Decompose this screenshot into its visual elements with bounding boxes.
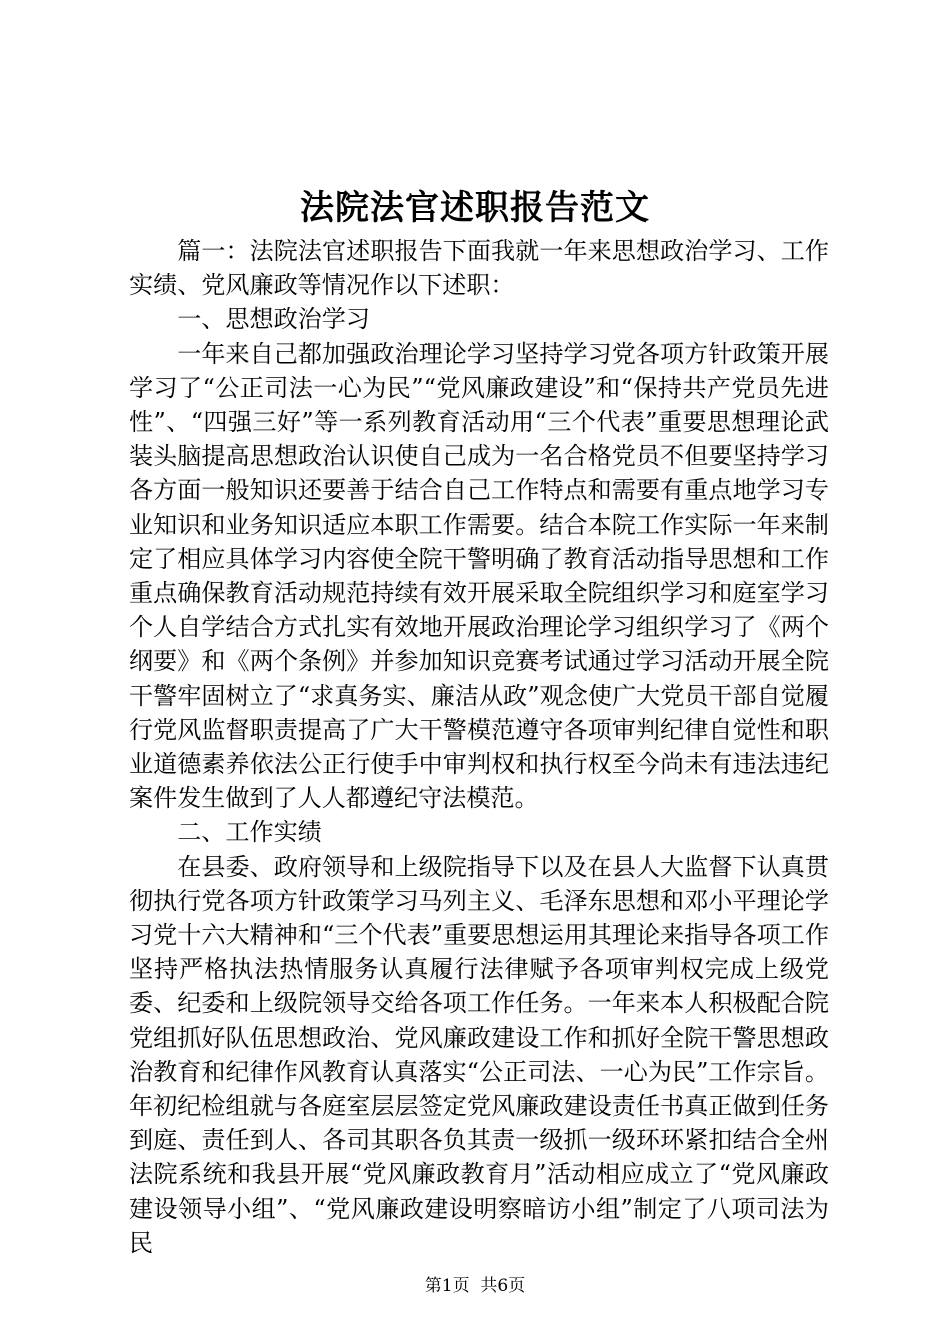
page-number-label: 第1页 共6页: [424, 1276, 526, 1296]
paragraph-intro: 篇一：法院法官述职报告下面我就一年来思想政治学习、工作实绩、党风廉政等情况作以下述职：: [129, 237, 829, 300]
page-footer: [0, 1274, 950, 1298]
section-heading-work: 二、工作实绩: [177, 818, 322, 847]
document-body: [129, 234, 829, 1260]
document-title: 法院法官述职报告范文: [300, 188, 650, 228]
paragraph-work: 在县委、政府领导和上级院指导下以及在县人大监督下认真贯彻执行党各项方针政策学习马列主义、毛泽东思想和邓小平理论学习党十六大精神和“三个代表”重要思想运用其理论来指导各项工作坚持严格执法热情服务认真履行法律赋予各项审判权完成上级党委、纪委和上级院领导交给各项工作任务。一年来本人积极配合院党组抓好队伍思想政治、党风廉政建设工作和抓好全院干警思想政治教育和纪律作风教育认真落实“公正司法、一心为民”工作宗旨。年初纪检组就与各庭室层层签定党风廉政建设责任书真正做到任务到庭、责任到人、各司其职各负其责一级抓一级环环紧扣结合全州法院系统和我县开展“党风廉政教育月”活动相应成立了“党风廉政建设领导小组”、“党风廉政建设明察暗访小组”制定了八项司法为民: [129, 852, 829, 1257]
paragraph-study: 一年来自己都加强政治理论学习坚持学习党各项方针政策开展学习了“公正司法一心为民”“党风廉政建设”和“保持共产党员先进性”、“四强三好”等一系列教育活动用“三个代表”重要思想理论武装头脑提高思想政治认识使自己成为一名合格党员不但要坚持学习各方面一般知识还要善于结合自己工作特点和需要有重点地学习专业知识和业务知识适应本职工作需要。结合本院工作实际一年来制定了相应具体学习内容使全院干警明确了教育活动指导思想和工作重点确保教育活动规范持续有效开展采取全院组织学习和庭室学习个人自学结合方式扎实有效地开展政治理论学习组织学习了《两个纲要》和《两个条例》并参加知识竞赛考试通过学习活动开展全院干警牢固树立了“求真务实、廉洁从政”观念使广大党员干部自觉履行党风监督职责提高了广大干警模范遵守各项审判纪律自觉性和职业道德素养依法公正行使手中审判权和执行权至今尚未有违法违纪案件发生做到了人人都遵纪守法模范。: [129, 339, 829, 813]
section-heading-study: 一、思想政治学习: [177, 305, 370, 334]
